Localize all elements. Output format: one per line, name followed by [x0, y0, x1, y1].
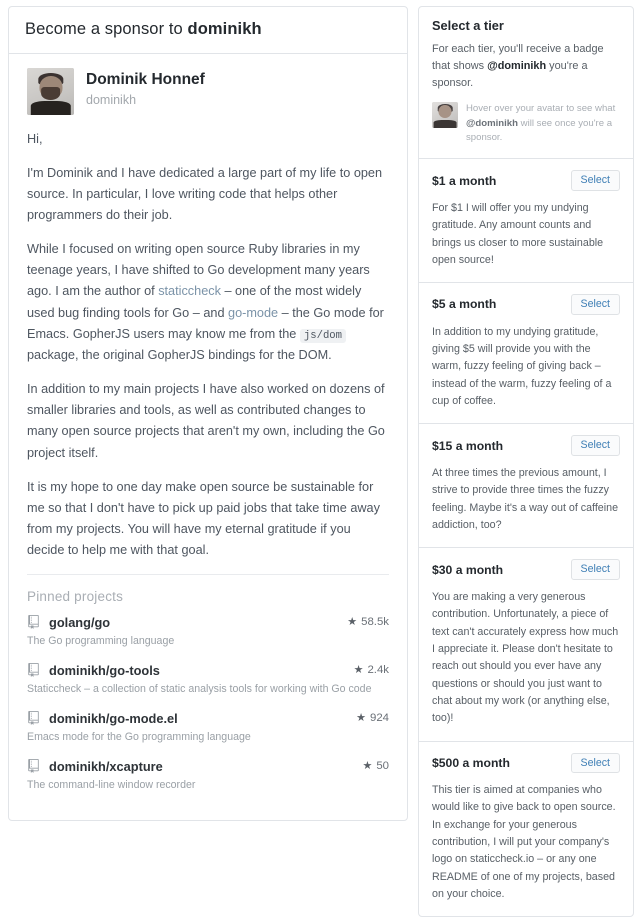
- tier-description: This tier is aimed at companies who would like to give back to open source. In exchange for your generous contribution, I will put your company's logo on staticcheck.io – or any one README of one of my projects, based on your choice.: [432, 784, 616, 901]
- bio-p2-part-c: – the Go mode for Emacs. GopherJS users may know me from the: [27, 305, 384, 341]
- staticcheck-link[interactable]: staticcheck: [158, 284, 221, 299]
- bio-p2-part-d: package, the original GopherJS bindings for the DOM.: [27, 348, 332, 363]
- avatar-torso: [30, 101, 70, 115]
- pinned-repo-stars: [362, 760, 389, 772]
- pinned-repo-star-count: 2.4k: [367, 664, 389, 677]
- pinned-repo-description: Emacs mode for the Go programming language: [27, 730, 251, 743]
- tier-item: [419, 424, 633, 548]
- badge-text-login: @dominikh: [466, 117, 518, 129]
- select-tier-header: [419, 7, 633, 159]
- tier-description: At three times the previous amount, I strive to provide three times the fuzzy feeling. Maybe it's a way out of caffeine addiction, too?: [432, 466, 619, 531]
- tier-header: [432, 435, 620, 456]
- sponsor-profile-card: [8, 6, 408, 821]
- sponsor-left-column: [8, 6, 408, 821]
- badge-text-part-a: Hover over your avatar to see what: [466, 102, 616, 114]
- pinned-repo-name[interactable]: golang/go: [49, 614, 111, 630]
- subtitle-part-a: For each tier, you'll receive a badge that shows: [432, 43, 604, 72]
- profile-row: [27, 68, 389, 129]
- pinned-projects-section: [27, 574, 389, 817]
- go-mode-link[interactable]: go-mode: [228, 305, 279, 320]
- pinned-repo-header: [27, 663, 389, 678]
- star-icon: ★: [353, 663, 364, 676]
- bio-paragraph-3: In addition to my main projects I have also worked on dozens of smaller libraries and tools, as well as contributed changes to many open source projects that aren't my own, including the Go project itself.: [27, 382, 385, 460]
- profile-login[interactable]: dominikh: [86, 93, 137, 108]
- star-icon: ★: [347, 615, 358, 628]
- pinned-repo-header: [27, 615, 389, 630]
- tier-item: [419, 548, 633, 741]
- tier-item: [419, 742, 633, 917]
- tier-item: [419, 283, 633, 424]
- badge-preview: [432, 102, 620, 147]
- pinned-repo-name[interactable]: dominikh/xcapture: [49, 758, 163, 774]
- pinned-repo-star-count: 58.5k: [361, 616, 389, 629]
- bio-greeting: Hi,: [27, 132, 43, 146]
- bio-paragraph-4: It is my hope to one day make open source be sustainable for me so that I don't have to pick up paid jobs that take time away from my projects. You will have my eternal gratitude if you decide to help me with that goal.: [27, 479, 380, 557]
- js-dom-code: js/dom: [300, 329, 346, 343]
- tier-name: $500 a month: [432, 755, 510, 770]
- pinned-repo-name[interactable]: dominikh/go-tools: [49, 662, 160, 678]
- profile-names: [86, 68, 205, 110]
- tier-name: $1 a month: [432, 173, 497, 188]
- bio-paragraph-2: [27, 239, 389, 366]
- pinned-repo-item[interactable]: [27, 615, 389, 650]
- select-tier-title: Select a tier: [432, 18, 504, 33]
- page-title-login: dominikh: [187, 20, 262, 38]
- pinned-repo-item[interactable]: [27, 663, 389, 698]
- pinned-repo-star-count: 924: [369, 712, 389, 725]
- pinned-repo-stars: [347, 616, 389, 628]
- pinned-repo-star-count: 50: [376, 760, 389, 773]
- sponsor-bio: [27, 129, 389, 561]
- select-tier-button[interactable]: Select: [571, 435, 620, 456]
- star-icon: ★: [356, 711, 366, 724]
- pinned-repo-item[interactable]: [27, 759, 389, 794]
- tier-header: [432, 559, 620, 580]
- select-tier-button[interactable]: Select: [571, 170, 620, 191]
- bio-p2-part-b: – one of the most widely used bug finding tools for Go – and: [27, 284, 362, 320]
- pinned-repo-name[interactable]: dominikh/go-mode.el: [49, 710, 178, 726]
- page-title: [9, 7, 407, 54]
- bio-paragraph-1: I'm Dominik and I have dedicated a large part of my life to open source. In particular, I love writing code that helps other programmers do their job.: [27, 166, 383, 223]
- tier-name: $15 a month: [432, 438, 504, 453]
- select-tier-button[interactable]: Select: [571, 753, 620, 774]
- select-tier-button[interactable]: Select: [571, 559, 620, 580]
- repo-icon: [27, 663, 40, 677]
- bio-p2-part-a: While I focused on writing open source Ruby libraries in my teenage years, I have shifted to Go development many years ago. I am the author of: [27, 242, 370, 299]
- page-title-prefix: Become a sponsor to: [25, 20, 188, 38]
- tier-description: You are making a very generous contribution. Unfortunately, a piece of text can't accurately express how much I appreciate it. Please don't hesitate to reach out should you ever have any questions or should you just want to chat about my work (or anything else, too)!: [432, 590, 619, 725]
- pinned-repo-item[interactable]: [27, 711, 389, 746]
- tier-header: [432, 294, 620, 315]
- pinned-repo-header: [27, 759, 389, 774]
- tier-name: $5 a month: [432, 297, 497, 312]
- pinned-repo-description: Staticcheck – a collection of static analysis tools for working with Go code: [27, 682, 372, 695]
- pinned-repo-stars: [354, 664, 389, 676]
- avatar-beard: [41, 87, 61, 100]
- repo-icon: [27, 759, 40, 773]
- tier-description: In addition to my undying gratitude, giving $5 will provide you with the warm, fuzzy feeling of giving back – instead of the warm, fuzzy feeling of a cup of coffee.: [432, 325, 612, 408]
- mini-avatar-head: [439, 105, 452, 118]
- avatar[interactable]: [27, 68, 74, 115]
- tiers-right-column: [418, 6, 634, 917]
- badge-preview-text: [466, 102, 620, 147]
- repo-icon: [27, 711, 40, 725]
- profile-display-name[interactable]: Dominik Honnef: [86, 71, 205, 88]
- mini-avatar-torso: [434, 120, 457, 128]
- star-icon: ★: [362, 759, 373, 772]
- pinned-repo-description: The command-line window recorder: [27, 778, 196, 791]
- pinned-repo-stars: [356, 712, 389, 724]
- tier-header: [432, 753, 620, 774]
- badge-text-part-b: will see once you're a sponsor.: [466, 117, 613, 144]
- tier-header: [432, 170, 620, 191]
- subtitle-login: @dominikh: [487, 59, 547, 72]
- select-tier-card: [418, 6, 634, 917]
- pinned-repo-description: The Go programming language: [27, 634, 175, 647]
- sponsor-body: [9, 54, 407, 820]
- pinned-repo-header: [27, 711, 389, 726]
- select-tier-subtitle: [432, 41, 620, 92]
- pinned-projects-title: Pinned projects: [27, 588, 124, 604]
- subtitle-part-b: you're a sponsor.: [432, 59, 588, 89]
- repo-icon: [27, 615, 40, 629]
- tier-name: $30 a month: [432, 562, 504, 577]
- tier-item: [419, 159, 633, 283]
- sponsor-badge-avatar[interactable]: [432, 102, 458, 128]
- tier-description: For $1 I will offer you my undying gratitude. Any amount counts and brings us closer to more sustainable open source!: [432, 201, 604, 266]
- select-tier-button[interactable]: Select: [571, 294, 620, 315]
